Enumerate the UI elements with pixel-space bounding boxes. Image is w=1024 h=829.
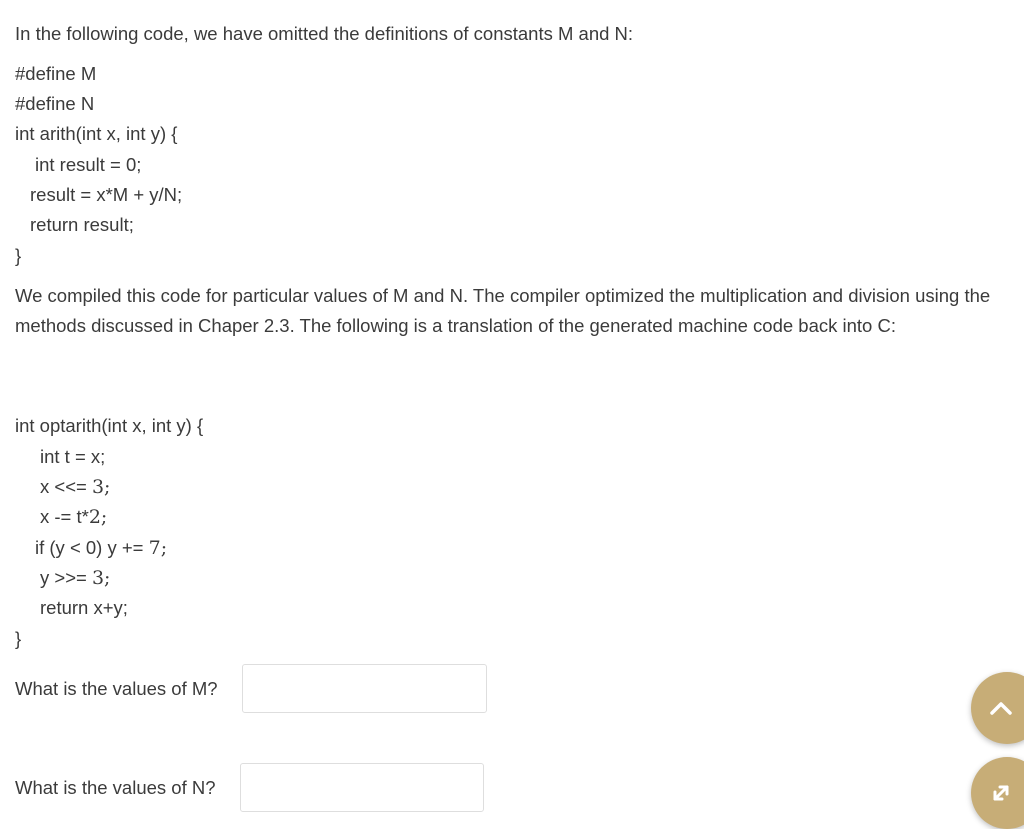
code-optarith-line-1: int t = x; — [40, 446, 106, 467]
description-paragraph: We compiled this code for particular values of M and N. The compiler optimized the multiplication and division using the methods discussed in Chaper 2.3. The following is a translation of the generated machine code back into C: — [15, 285, 991, 336]
expand-button[interactable] — [971, 757, 1024, 829]
code-optarith-line-2 — [40, 475, 110, 499]
code-optarith-line-5 — [40, 566, 110, 590]
answer-n-input[interactable] — [240, 763, 484, 812]
code-optarith-line-5-text: y >>= — [40, 567, 92, 588]
code-optarith-line-6: return x+y; — [40, 597, 128, 618]
question-n-label: What is the values of N? — [15, 777, 216, 798]
code-optarith-line-4-num: 7; — [148, 537, 168, 559]
code-optarith-line-2-text: x <<= — [40, 476, 92, 497]
code-optarith-close: } — [15, 628, 22, 649]
expand-arrows-icon — [989, 781, 1013, 805]
code-arith-signature: int arith(int x, int y) { — [15, 123, 178, 144]
scroll-to-top-button[interactable] — [971, 672, 1024, 744]
code-arith-close: } — [15, 245, 22, 266]
chevron-up-icon — [989, 700, 1013, 716]
question-m-label: What is the values of M? — [15, 678, 218, 699]
answer-m-input[interactable] — [242, 664, 487, 713]
code-optarith-line-3-text: x -= t* — [40, 506, 89, 527]
code-arith-line-2: result = x*M + y/N; — [30, 184, 183, 205]
code-optarith-line-4 — [35, 536, 167, 560]
code-optarith-line-3 — [40, 505, 107, 529]
code-arith-line-1: int result = 0; — [35, 154, 142, 175]
code-optarith-line-3-num: 2; — [88, 506, 108, 528]
code-optarith-signature: int optarith(int x, int y) { — [15, 415, 204, 436]
code-arith-line-3: return result; — [30, 214, 134, 235]
code-optarith-line-5-num: 3; — [91, 567, 111, 589]
code-optarith-line-4-text: if (y < 0) y += — [35, 537, 149, 558]
code-define-n: #define N — [15, 93, 95, 114]
intro-text: In the following code, we have omitted the definitions of constants M and N: — [15, 23, 634, 44]
code-define-m: #define M — [15, 63, 97, 84]
code-optarith-line-2-num: 3; — [91, 476, 111, 498]
